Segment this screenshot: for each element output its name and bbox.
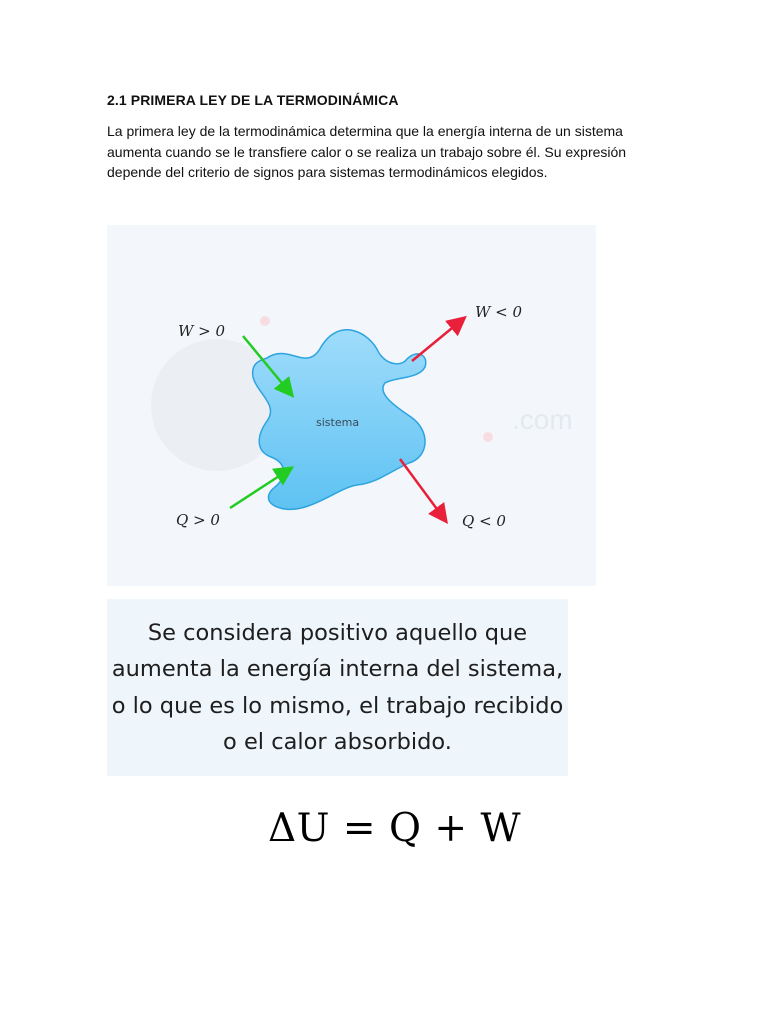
heat-out-label: Q < 0	[462, 512, 506, 530]
thermo-system-diagram	[107, 225, 596, 586]
work-out-label: W < 0	[475, 303, 523, 321]
work-in-label: W > 0	[178, 322, 226, 340]
watermark-text: .com	[512, 404, 573, 435]
heat-out-arrow	[400, 459, 445, 520]
watermark-dot	[483, 432, 493, 442]
heat-in-label: Q > 0	[176, 511, 220, 529]
note-line: Se considera positivo aquello que	[147, 619, 528, 646]
first-law-formula: ΔU = Q + W	[268, 806, 522, 851]
note-line: o el calor absorbido.	[223, 729, 452, 755]
note-line: o lo que es lo mismo, el trabajo recibido	[111, 692, 564, 719]
watermark-dot	[260, 316, 270, 326]
sign-convention-note	[107, 599, 568, 776]
section-heading: 2.1 PRIMERA LEY DE LA TERMODINÁMICA	[107, 92, 399, 108]
intro-paragraph: La primera ley de la termodinámica determina que la energía interna de un sistema aumenta cuando se le transfiere calor o se realiza un trabajo sobre él. Su expresión depende del criterio de signos para sistemas termodinámicos elegidos.	[107, 123, 627, 180]
system-label: sistema	[316, 416, 360, 429]
work-out-arrow	[412, 319, 463, 361]
note-line: aumenta la energía interna del sistema,	[111, 656, 564, 682]
